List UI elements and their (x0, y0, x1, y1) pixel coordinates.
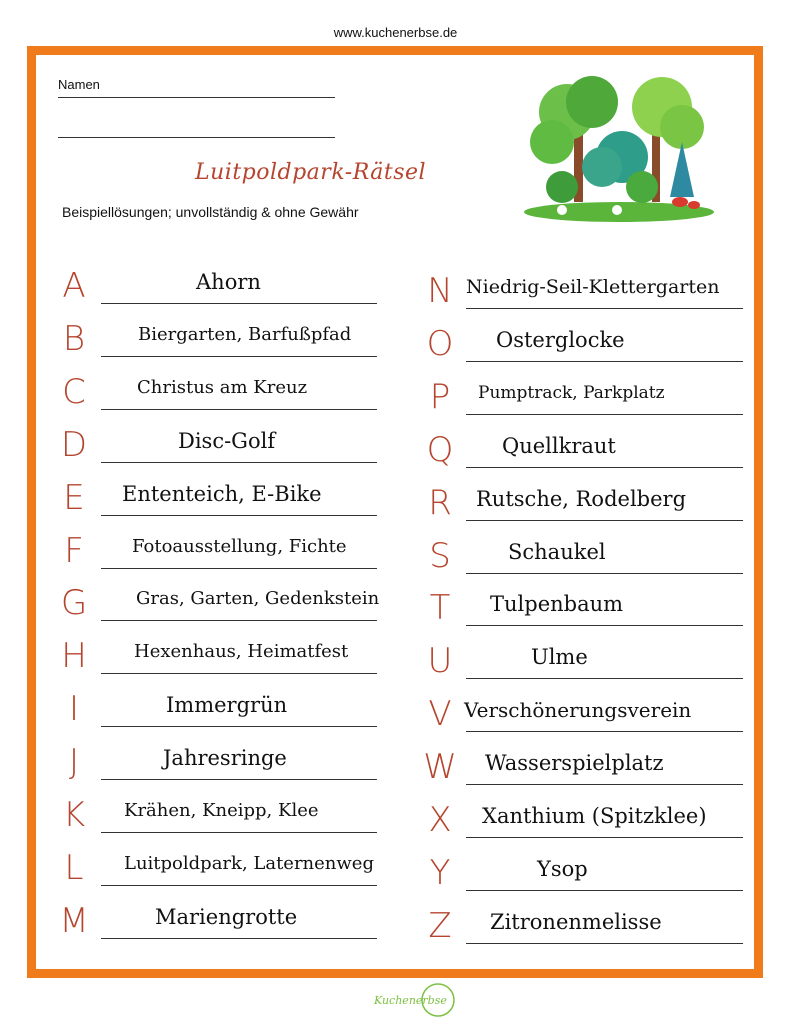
answer-r: Rutsche, Rodelberg (476, 486, 687, 511)
answer-line-t (466, 625, 743, 626)
letter-p: P (429, 376, 451, 417)
answer-l: Luitpoldpark, Laternenweg (124, 852, 374, 874)
answer-line-y (466, 890, 743, 891)
answer-line-e (101, 515, 377, 516)
answer-line-d (101, 462, 377, 463)
answer-k: Krähen, Kneipp, Klee (124, 800, 319, 821)
answer-line-q (466, 467, 743, 468)
answer-z: Zitronenmelisse (490, 909, 662, 934)
letter-i: I (68, 689, 80, 730)
answer-b: Biergarten, Barfußpfad (138, 323, 352, 345)
answer-v: Verschönerungsverein (464, 698, 692, 723)
answer-h: Hexenhaus, Heimatfest (134, 641, 349, 663)
site-url: www.kuchenerbse.de (333, 25, 458, 40)
letter-x: X (428, 800, 452, 840)
answer-line-l (101, 885, 377, 886)
answer-line-v (466, 731, 743, 732)
answer-e: Ententeich, E-Bike (122, 481, 322, 506)
answer-t: Tulpenbaum (490, 592, 624, 617)
answer-line-s (466, 573, 743, 574)
answer-line-c (101, 409, 377, 410)
answer-d: Disc-Golf (178, 428, 276, 453)
answer-s: Schaukel (508, 539, 606, 564)
answer-n: Niedrig-Seil-Klettergarten (466, 276, 720, 298)
worksheet-title: Luitpoldpark-Rätsel (195, 160, 427, 185)
name-line-2 (58, 137, 335, 138)
answer-i: Immergrün (166, 693, 288, 718)
letter-v: V (428, 694, 452, 735)
letter-g: G (60, 583, 88, 624)
park-trees-illustration (522, 72, 717, 222)
letter-l: L (64, 847, 84, 888)
answer-w: Wasserspielplatz (485, 751, 664, 776)
answer-line-o (466, 361, 743, 362)
answer-line-a (101, 303, 377, 304)
answer-line-h (101, 673, 377, 674)
letter-o: O (426, 323, 454, 364)
kuchenerbse-logo-icon (368, 982, 458, 1018)
answer-f: Fotoausstellung, Fichte (132, 535, 347, 557)
letter-q: Q (426, 429, 454, 470)
worksheet-subtitle: Beispiellösungen; unvollständig & ohne Gewähr (62, 204, 359, 220)
letter-k: K (62, 795, 86, 835)
answer-p: Pumptrack, Parkplatz (478, 382, 665, 403)
answer-x: Xanthium (Spitzklee) (482, 804, 707, 828)
letter-b: B (62, 318, 86, 359)
letter-w: W (423, 747, 457, 788)
letter-f: F (64, 530, 84, 571)
letter-s: S (429, 535, 451, 576)
letter-h: H (61, 636, 87, 677)
answer-line-m (101, 938, 377, 939)
letter-u: U (427, 641, 453, 682)
answer-o: Osterglocke (496, 327, 625, 352)
answer-line-j (101, 779, 377, 780)
letter-a: A (62, 266, 86, 306)
answer-a: Ahorn (196, 270, 261, 294)
answer-u: Ulme (531, 645, 588, 670)
answer-line-w (466, 784, 743, 785)
answer-y: Ysop (537, 856, 588, 881)
letter-c: C (62, 371, 86, 412)
name-label: Namen (58, 77, 100, 92)
letter-n: N (427, 271, 453, 311)
answer-line-u (466, 678, 743, 679)
answer-line-r (466, 520, 743, 521)
answer-m: Mariengrotte (155, 904, 298, 929)
letter-e: E (63, 477, 85, 518)
answer-line-z (466, 943, 743, 944)
answer-j: Jahresringe (163, 746, 287, 771)
svg-text:Kuchenerbse: Kuchenerbse (374, 994, 447, 1007)
answer-line-x (466, 837, 743, 838)
name-line-1 (58, 97, 335, 98)
letter-r: R (428, 482, 452, 523)
answer-q: Quellkraut (502, 433, 616, 458)
letter-d: D (60, 424, 88, 465)
letter-z: Z (428, 905, 452, 946)
answer-line-i (101, 726, 377, 727)
letter-j: J (68, 742, 80, 783)
answer-c: Christus am Kreuz (137, 376, 308, 398)
letter-y: Y (429, 852, 451, 893)
letter-m: M (59, 900, 89, 941)
answer-line-n (466, 308, 743, 309)
answer-line-b (101, 356, 377, 357)
answer-line-f (101, 568, 377, 569)
answer-line-p (466, 414, 743, 415)
answer-g: Gras, Garten, Gedenkstein (136, 588, 380, 610)
letter-t: T (429, 588, 451, 629)
answer-line-g (101, 620, 377, 621)
answer-line-k (101, 832, 377, 833)
